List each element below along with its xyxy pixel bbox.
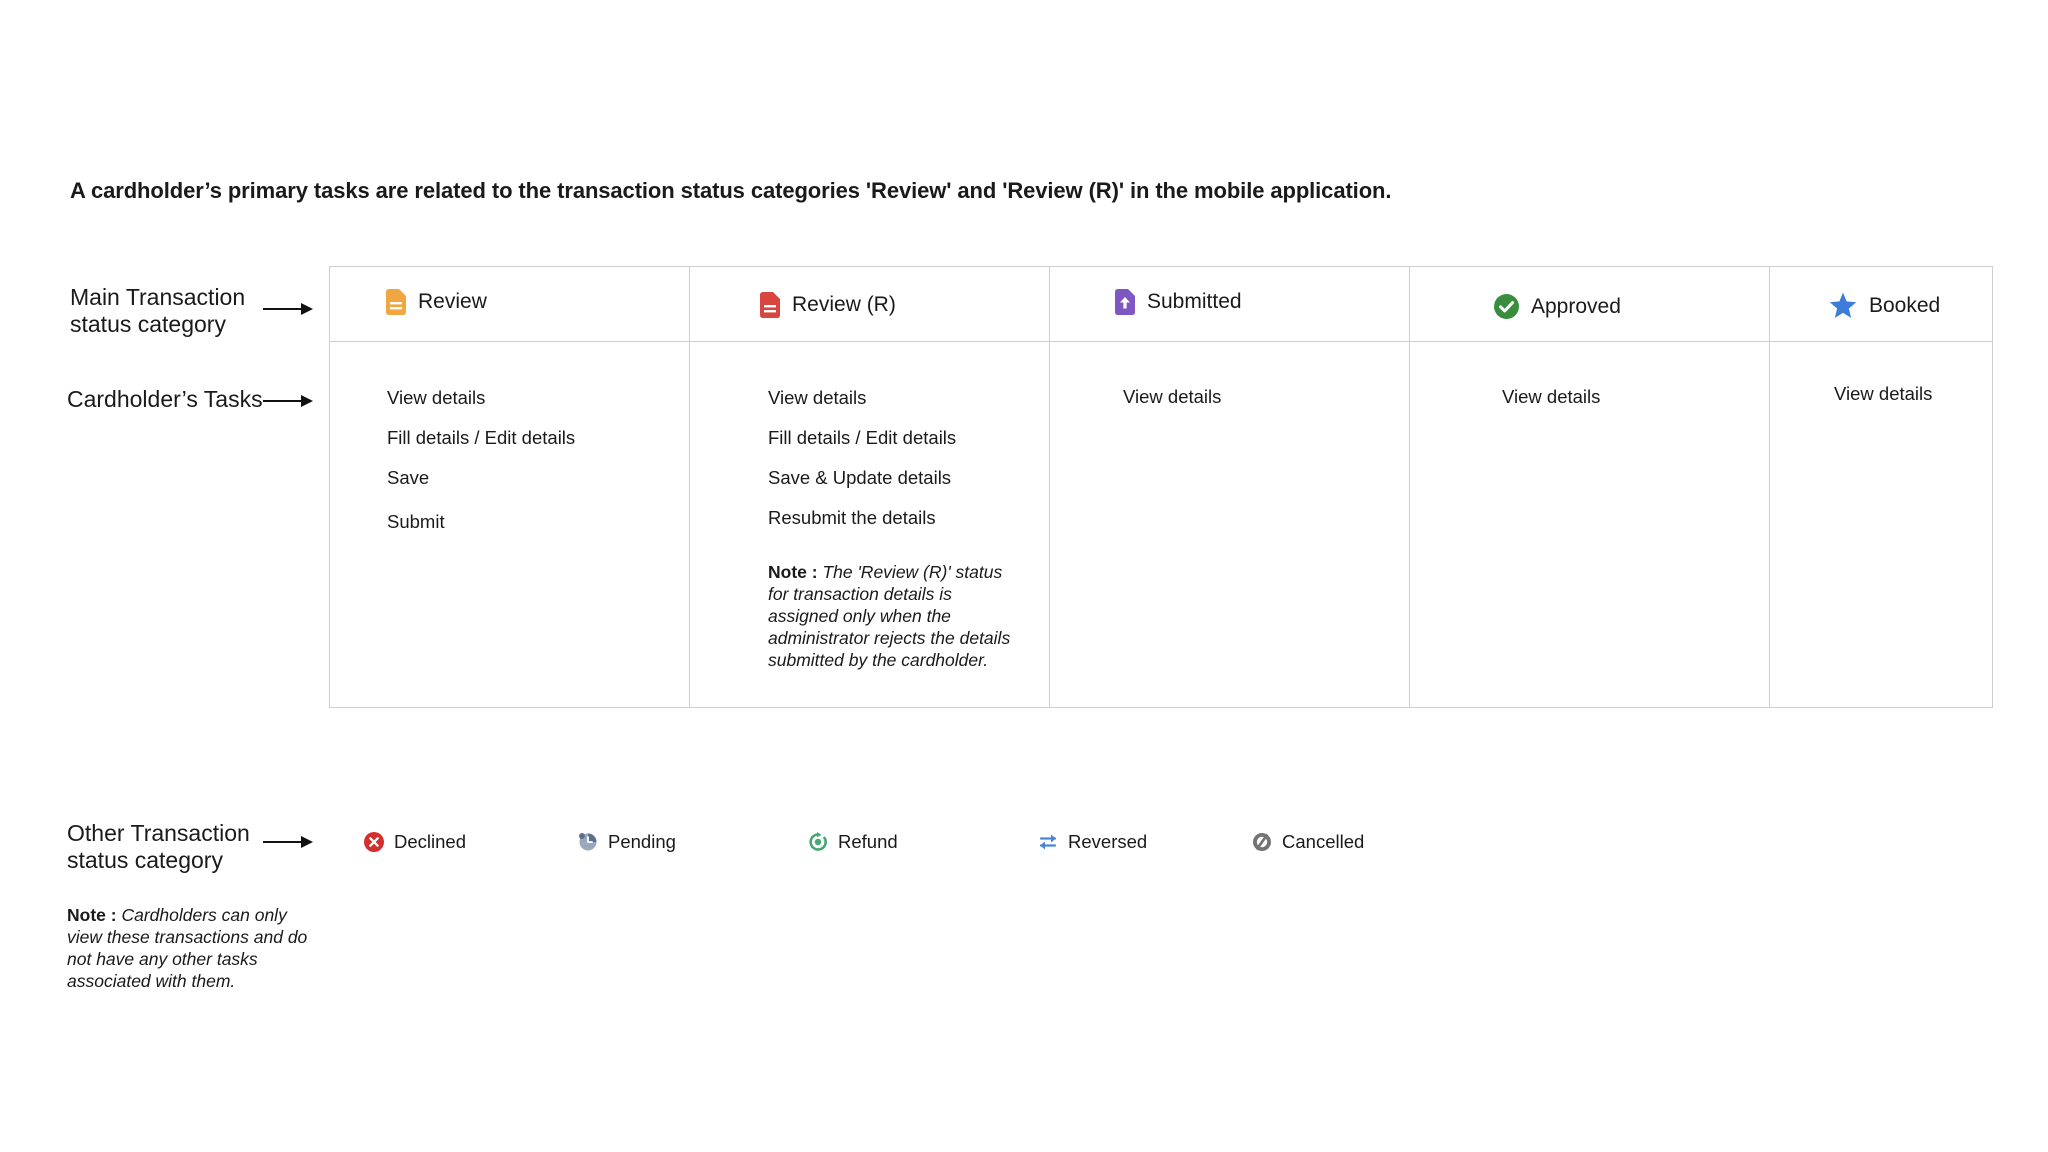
column-header-approved xyxy=(1494,294,1621,319)
note-label: Note : xyxy=(768,562,823,582)
other-status-label: Cancelled xyxy=(1282,831,1365,852)
task-item: View details xyxy=(768,387,867,408)
row-label-other-category xyxy=(67,820,250,874)
other-status-label: Declined xyxy=(394,831,466,852)
task-item: Submit xyxy=(387,511,445,532)
column-header-label: Booked xyxy=(1869,293,1941,317)
column-header-review-r xyxy=(760,292,896,318)
arrow-right-icon xyxy=(263,302,313,316)
column-header-label: Submitted xyxy=(1147,290,1242,313)
task-item: View details xyxy=(387,387,486,408)
task-item: View details xyxy=(1834,383,1933,404)
table-column-divider xyxy=(1049,266,1050,708)
document-icon xyxy=(386,289,406,315)
arrow-right-icon xyxy=(263,394,313,408)
note-text: Cardholders can only view these transactions and do not have any other tasks associated with them. xyxy=(67,905,308,991)
column-header-label: Approved xyxy=(1531,294,1621,318)
swap-arrows-icon xyxy=(1038,832,1058,852)
table-column-divider xyxy=(1409,266,1410,708)
column-header-booked xyxy=(1829,292,1940,319)
upload-document-icon xyxy=(1115,289,1135,315)
star-icon xyxy=(1829,292,1857,319)
note-text: The 'Review (R)' status for transaction details is assigned only when the administrator rejects the details submitted by the cardholder. xyxy=(768,562,1011,670)
refund-icon xyxy=(808,832,828,852)
table-column-divider xyxy=(1769,266,1770,708)
check-circle-icon xyxy=(1494,294,1519,319)
column-header-submitted xyxy=(1115,289,1242,315)
other-status-label: Reversed xyxy=(1068,831,1148,852)
document-icon xyxy=(760,292,780,318)
page-title: A cardholder’s primary tasks are related to the transaction status categories 'Review' and 'Review (R)' in the mobile application. xyxy=(70,178,1392,203)
other-status-cancelled xyxy=(1252,831,1364,853)
other-status-reversed xyxy=(1038,831,1147,853)
other-status-label: Refund xyxy=(838,831,898,852)
note-label: Note : xyxy=(67,905,122,925)
task-item: View details xyxy=(1123,386,1222,407)
clock-icon xyxy=(578,832,598,852)
review-r-note xyxy=(768,561,1018,671)
table-column-divider xyxy=(689,266,690,708)
row-label-main-line1: Main Transaction xyxy=(70,284,246,310)
other-status-declined xyxy=(364,831,466,853)
task-item: Save & Update details xyxy=(768,467,952,488)
column-header-label: Review xyxy=(418,290,487,313)
row-label-other-line2: status category xyxy=(67,847,223,873)
row-label-other-line1: Other Transaction xyxy=(67,820,250,846)
task-item: Save xyxy=(387,467,430,488)
table-header-divider xyxy=(329,341,1993,342)
task-item: Fill details / Edit details xyxy=(768,427,957,448)
other-status-refund xyxy=(808,831,898,853)
task-item: Fill details / Edit details xyxy=(387,427,576,448)
row-label-main-category xyxy=(70,284,245,338)
column-header-review xyxy=(386,289,487,315)
task-item: View details xyxy=(1502,386,1601,407)
x-circle-icon xyxy=(364,832,384,852)
row-label-main-line2: status category xyxy=(70,311,226,337)
cancel-circle-icon xyxy=(1252,832,1272,852)
other-status-note xyxy=(67,904,317,992)
other-status-pending xyxy=(578,831,676,853)
column-header-label: Review (R) xyxy=(792,293,896,316)
arrow-right-icon xyxy=(263,835,313,849)
status-table xyxy=(329,266,1993,708)
row-label-tasks: Cardholder’s Tasks xyxy=(67,386,263,412)
task-item: Resubmit the details xyxy=(768,507,936,528)
other-status-label: Pending xyxy=(608,831,676,852)
